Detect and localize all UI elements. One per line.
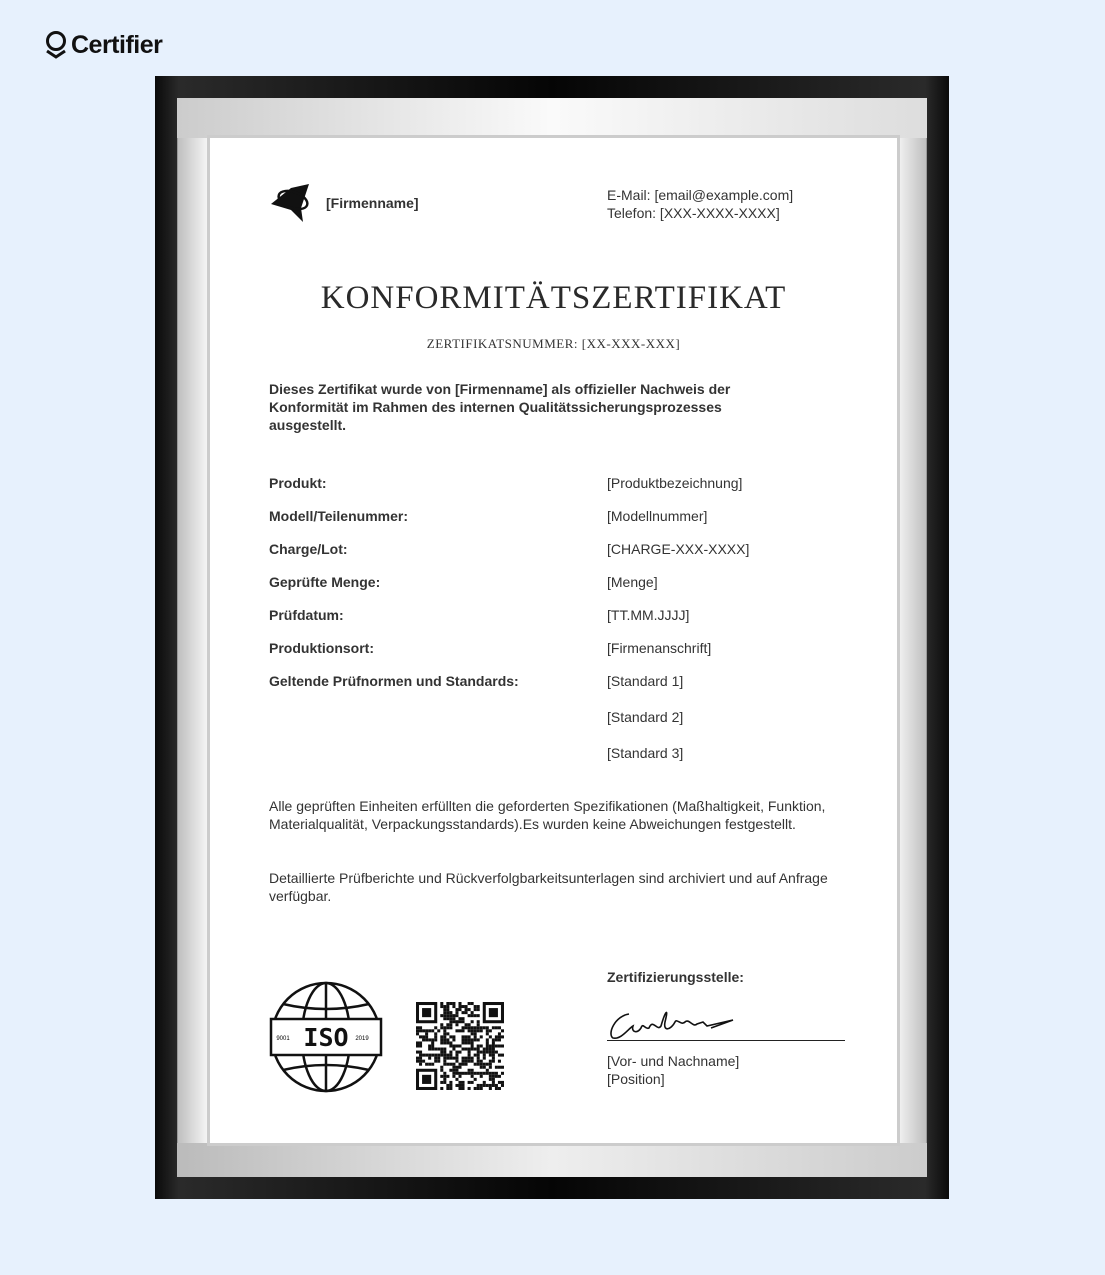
qr-code[interactable]	[416, 1002, 504, 1090]
field-label: Charge/Lot:	[269, 541, 348, 557]
phone: Telefon: [XXX-XXXX-XXXX]	[607, 205, 780, 221]
authority-label: Zertifizierungsstelle:	[607, 969, 744, 985]
signature-image	[607, 1004, 737, 1044]
records-paragraph: Detaillierte Prüfberichte und Rückverfolgbarkeitsunterlagen sind archiviert und auf Anfrage verfügbar.	[269, 870, 828, 904]
field-value: [CHARGE-XXX-XXXX]	[607, 541, 750, 557]
field-label: Modell/Teilenummer:	[269, 508, 408, 524]
certifier-logo-icon	[44, 30, 68, 60]
field-value: [Standard 1]	[607, 673, 684, 689]
field-label: Prüfdatum:	[269, 607, 344, 623]
intro-text: Dieses Zertifikat wurde von [Firmenname] als offizieller Nachweis der Konformität im Rahmen des internen Qualitätssicherungsprozesses ausgestellt.	[269, 381, 731, 433]
iso-year: 2019	[355, 1036, 369, 1042]
certifier-logo	[44, 30, 162, 60]
company-header	[269, 182, 419, 224]
field-value: [Firmenanschrift]	[607, 640, 712, 656]
signer-name: [Vor- und Nachname]	[607, 1053, 740, 1069]
field-label: Produkt:	[269, 475, 327, 491]
contact-info	[607, 186, 793, 222]
field-value: [Modellnummer]	[607, 508, 708, 524]
field-label: Geprüfte Menge:	[269, 574, 381, 590]
signer	[607, 1052, 739, 1088]
iso-number: 9001	[276, 1036, 290, 1042]
email: E-Mail: [email@example.com]	[607, 187, 794, 203]
field-label: Produktionsort:	[269, 640, 374, 656]
signer-position: [Position]	[607, 1071, 665, 1087]
certificate-title: KONFORMITÄTSZERTIFIKAT	[320, 280, 787, 316]
field-label: Geltende Prüfnormen und Standards:	[269, 673, 519, 689]
signature-line	[607, 1040, 845, 1041]
brand-name: Certifier	[71, 30, 163, 59]
company-logo-icon	[269, 182, 317, 224]
iso-seal-icon	[269, 980, 383, 1094]
certificate-number: ZERTIFIKATSNUMMER: [XX-XXX-XXX]	[426, 336, 681, 351]
standard-value: [Standard 2]	[607, 709, 684, 725]
field-value: [Menge]	[607, 574, 658, 590]
company-name: [Firmenname]	[326, 195, 419, 211]
field-value: [Produktbezeichnung]	[607, 475, 743, 491]
conformity-paragraph: Alle geprüften Einheiten erfüllten die geforderten Spezifikationen (Maßhaltigkeit, Funktion, Materialqualität, Verpackungsstandards).Es wurden keine Abweichungen festgestellt.	[269, 798, 826, 832]
iso-text: ISO	[303, 1023, 349, 1052]
standard-value: [Standard 3]	[607, 745, 684, 761]
field-value: [TT.MM.JJJJ]	[607, 607, 690, 623]
certificate	[210, 138, 897, 1143]
